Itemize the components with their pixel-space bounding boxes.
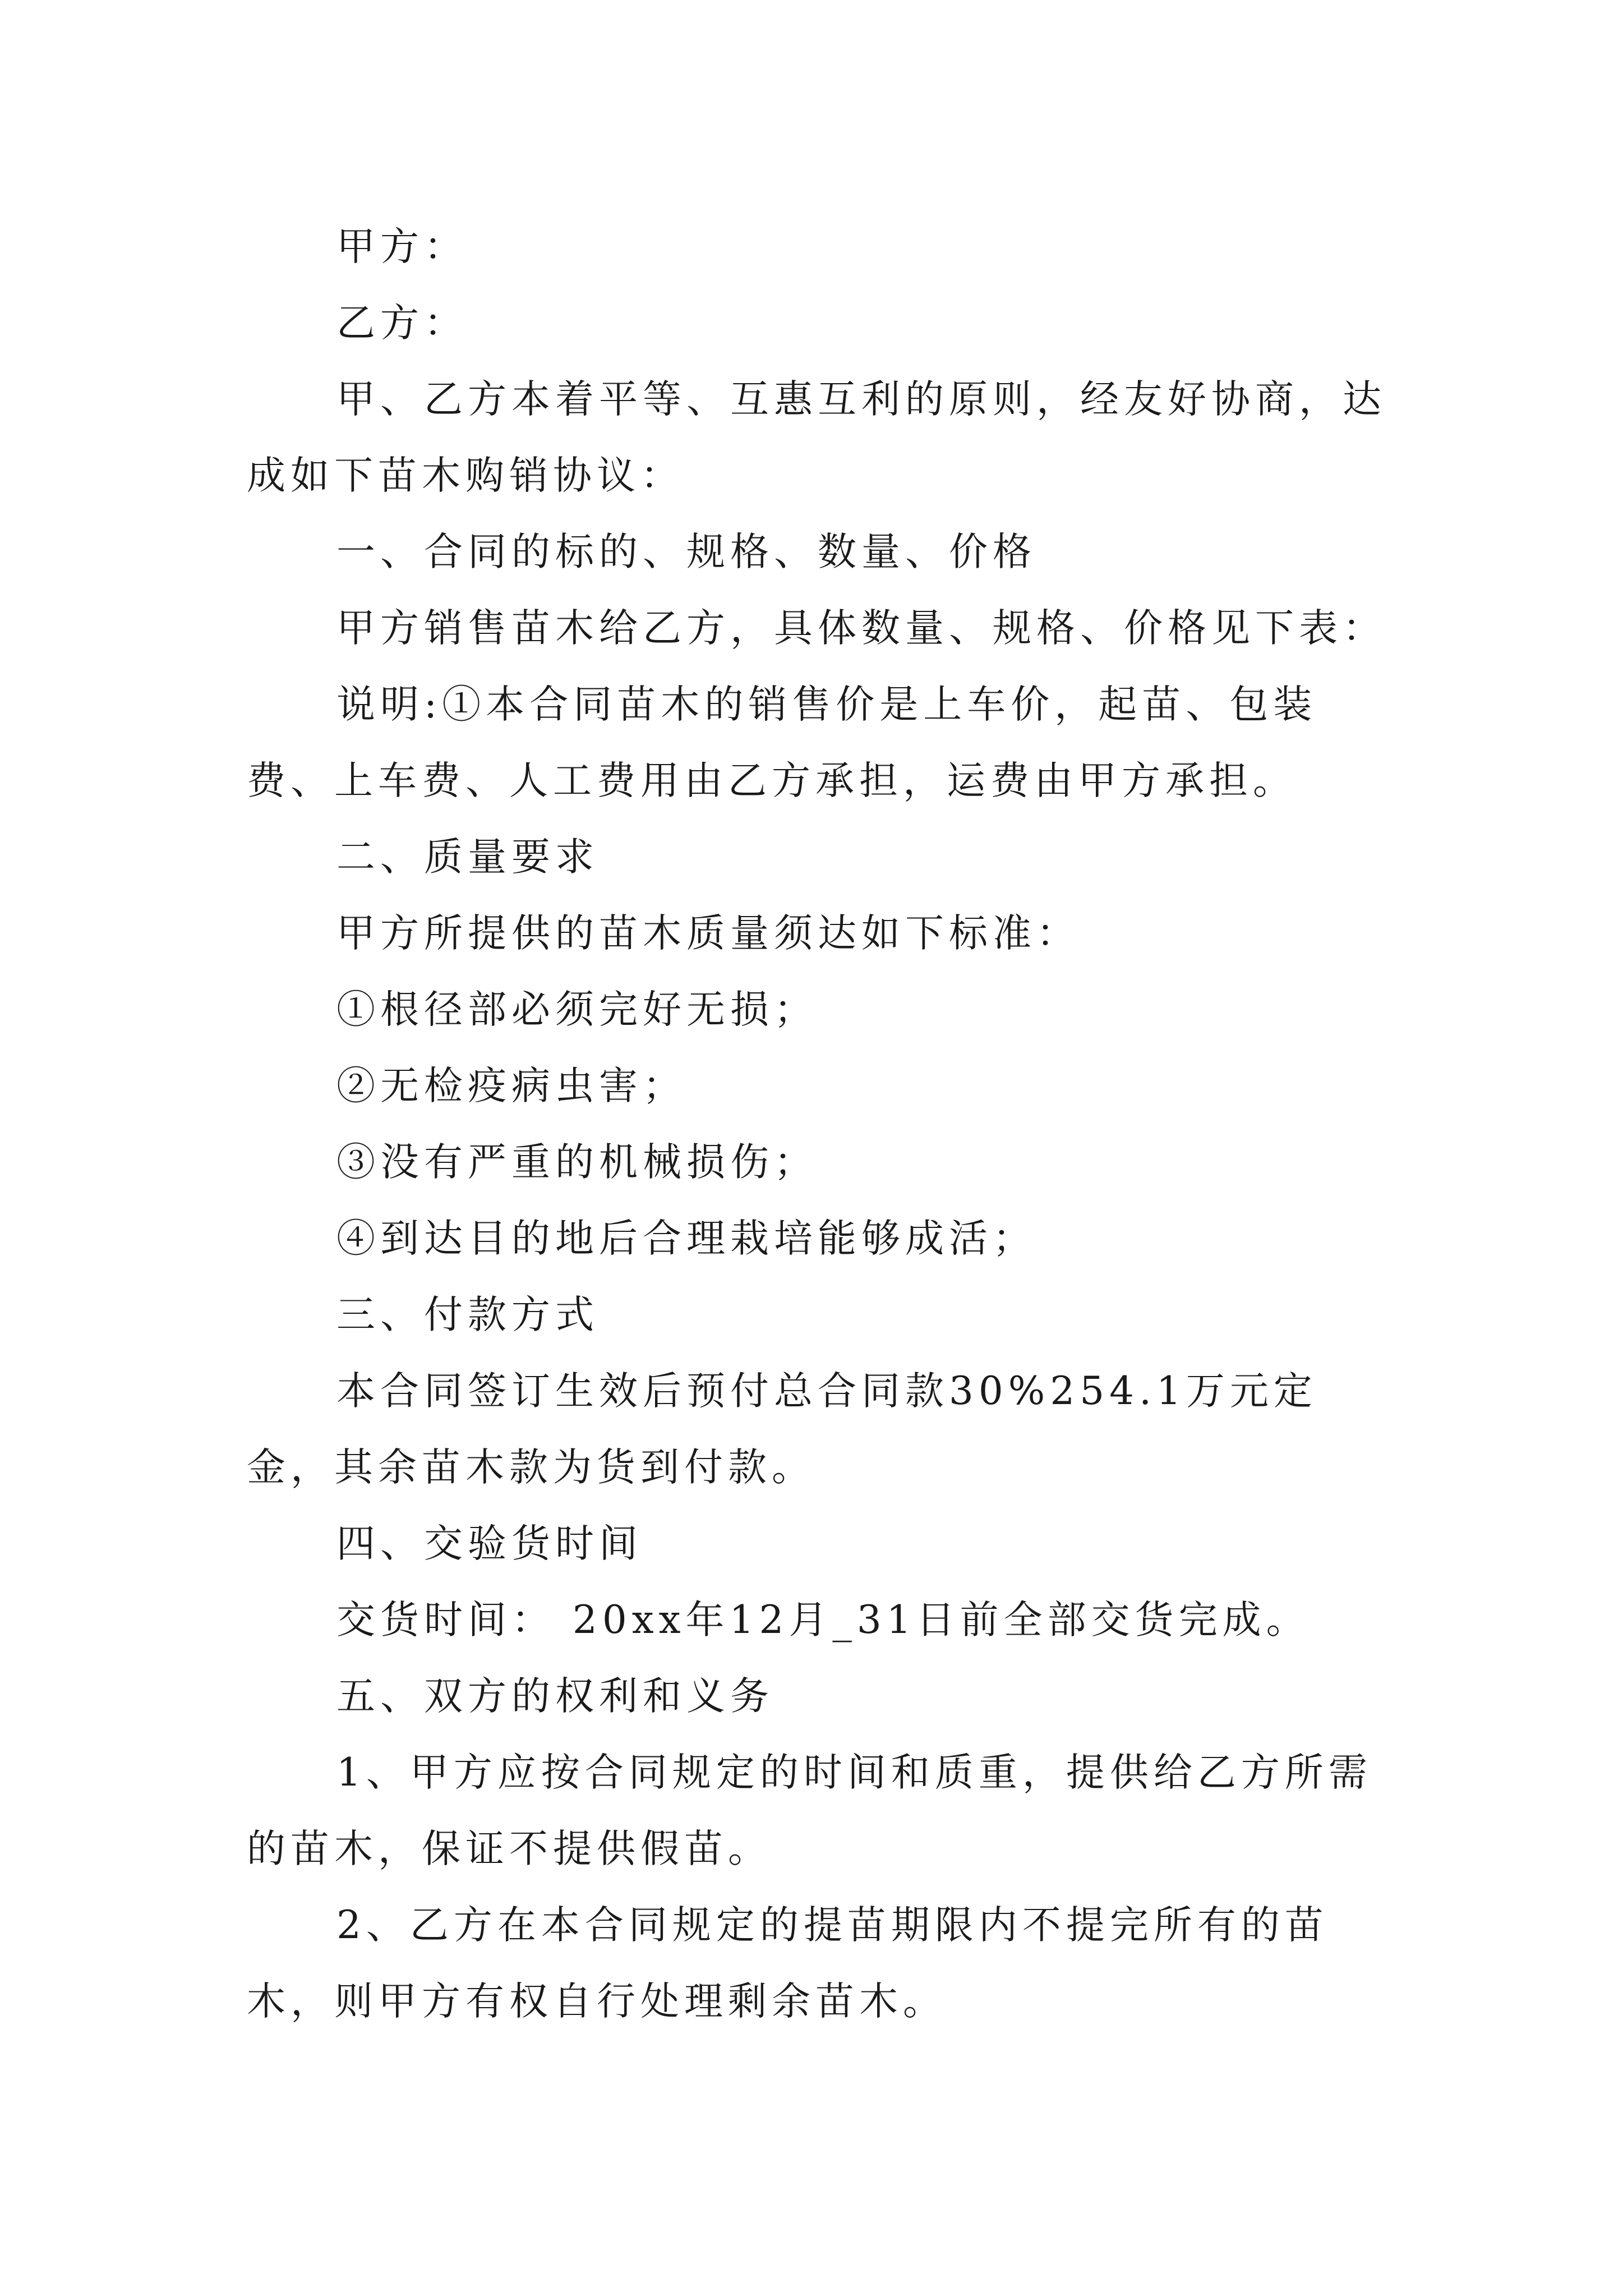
contract-body [247, 209, 1391, 2040]
list-item: ③没有严重的机械损伤； [336, 1140, 818, 1185]
section-heading-4: 四、交验货时间 [336, 1521, 643, 1566]
section-heading-5: 五、双方的权利和义务 [336, 1674, 774, 1719]
list-item: ②无检疫病虫害； [336, 1064, 686, 1108]
note-paragraph: 说明:①本合同苗木的销售价是上车价，起苗、包装费、上车费、人工费用由乙方承担，运费由甲方承担。 [247, 682, 1317, 803]
list-item: ①根径部必须完好无损； [336, 987, 818, 1032]
party-b-line: 乙方： [336, 301, 468, 346]
section-heading-1: 一、合同的标的、规格、数量、价格 [336, 530, 1036, 574]
body-paragraph: 甲方销售苗木给乙方，具体数量、规格、价格见下表： [336, 606, 1386, 651]
obligation-paragraph: 1、甲方应按合同规定的时间和质重，提供给乙方所需的苗木，保证不提供假苗。 [247, 1750, 1372, 1871]
intro-paragraph: 甲、乙方本着平等、互惠互利的原则，经友好协商，达成如下苗木购销协议： [247, 377, 1386, 498]
party-a-line: 甲方： [336, 224, 468, 269]
payment-paragraph: 本合同签订生效后预付总合同款30%254.1万元定金，其余苗木款为货到付款。 [247, 1369, 1317, 1490]
obligation-paragraph: 2、乙方在本合同规定的提苗期限内不提完所有的苗木，则甲方有权自行处理剩余苗木。 [247, 1903, 1329, 2024]
section-heading-2: 二、质量要求 [336, 835, 599, 880]
section-heading-3: 三、付款方式 [336, 1292, 599, 1337]
delivery-time-paragraph: 交货时间： 20xx年12月_31日前全部交货完成。 [336, 1598, 1310, 1642]
body-paragraph: 甲方所提供的苗木质量须达如下标准： [336, 911, 1080, 956]
list-item: ④到达目的地后合理栽培能够成活； [336, 1216, 1036, 1261]
